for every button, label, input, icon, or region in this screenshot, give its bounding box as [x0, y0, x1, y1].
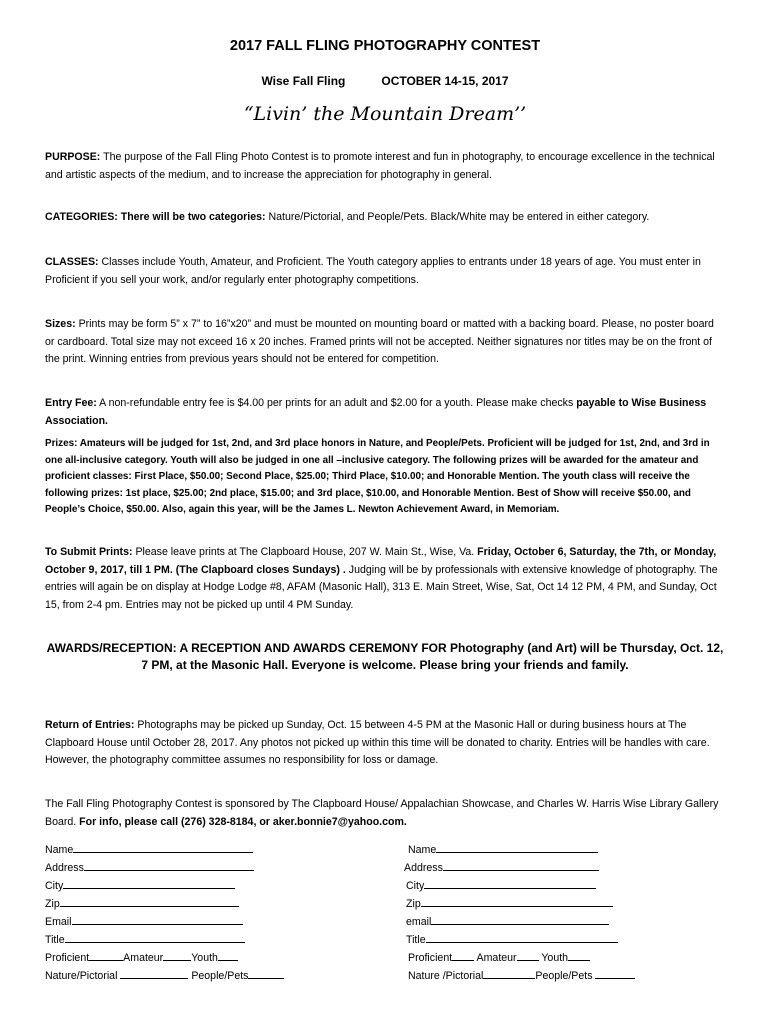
entry-fee-label: Entry Fee:	[45, 397, 97, 409]
email-field[interactable]	[72, 913, 243, 925]
categories-text: Nature/Pictorial, and People/Pets. Black/White may be entered in either category.	[265, 211, 650, 223]
sizes-label: Sizes:	[45, 318, 76, 330]
people-label: People/Pets	[535, 970, 593, 982]
proficient-label: Proficient	[45, 952, 90, 964]
name-label: Name	[45, 844, 74, 856]
submit-text-2: Judging will be by professionals with extensive knowledge of photography. The entries will again be on display at Hodge Lodge #8, AFAM (Masonic Hall), 313 E. Main Street, Wise, Sat, Oct 14 12 PM, 4 PM, and Sunday, Oct 15, from 2-4 pm. Entries may not be picked up until 4 PM Sunday.	[45, 563, 718, 611]
form-row-category	[404, 967, 704, 985]
address-label: Address	[45, 862, 84, 874]
people-field[interactable]	[248, 967, 284, 979]
name-field[interactable]	[73, 841, 253, 853]
title-field[interactable]	[65, 931, 245, 943]
nature-field[interactable]	[483, 967, 535, 979]
classes-text: Classes include Youth, Amateur, and Proficient. The Youth category applies to entrants under 18 years of age. You must enter in Proficient if you sell your work, and/or regularly enter photography competitions.	[45, 256, 701, 286]
return-label: Return of Entries:	[45, 719, 135, 731]
prizes-paragraph: Prizes: Amateurs will be judged for 1st, 2nd, and 3rd place honors in Nature, and People/Pets. Proficient will be judged for 1st, 2nd, and 3rd in one all-inclusive category. Youth will also be judged in one all –inclusive category. The following prizes will be awarded for the amateur and proficient classes: First Place, $50.00; Second Place, $25.00; Third Place, $10.00; and Honorable Mention. The youth class will receive the following prizes: 1st place, $25.00; 2nd place, $15.00; and 3rd place, $10.00, and Honorable Mention. Best of Show will receive $50.00, and People’s Choice, $50.00. Also, again this year, will be the James L. Newton Achievement Award, in Memoriam.	[45, 438, 710, 515]
form-row-class	[404, 949, 704, 967]
entry-form-left	[45, 841, 345, 985]
contact-info: For info, please call (276) 328-8184, or aker.bonnie7@yahoo.com.	[79, 815, 407, 828]
form-row-address	[404, 859, 704, 877]
form-row-zip	[404, 895, 704, 913]
city-field[interactable]	[424, 877, 596, 889]
form-row-email	[404, 913, 704, 931]
name-label: Name	[408, 844, 437, 856]
title-field[interactable]	[426, 931, 618, 943]
form-row-name	[404, 841, 704, 859]
form-row-city	[404, 877, 704, 895]
city-field[interactable]	[63, 877, 235, 889]
submit-text-1: Please leave prints at The Clapboard House, 207 W. Main St., Wise, Va.	[132, 546, 478, 558]
amateur-field[interactable]	[163, 949, 191, 961]
city-label: City	[45, 880, 64, 892]
city-label: City	[406, 880, 425, 892]
proficient-label: Proficient	[408, 952, 453, 964]
nature-label: Nature /Pictorial	[408, 970, 484, 982]
email-label: Email	[45, 916, 72, 928]
address-field[interactable]	[84, 859, 254, 871]
title-label: Title	[406, 934, 426, 946]
address-label: Address	[404, 862, 443, 874]
youth-field[interactable]	[218, 949, 238, 961]
awards-reception-notice: AWARDS/RECEPTION: A RECEPTION AND AWARDS CEREMONY FOR Photography (and Art) will be Thursday, Oct. 12, 7 PM, at the Masonic Hall. Everyone is welcome. Please bring your friends and family.	[46, 641, 724, 672]
sizes-text: Prints may be form 5” x 7” to 16”x20” and must be mounted on mounting board or matted with a backing board. Please, no poster board or cardboard. Total size may not exceed 16 x 20 inches. Framed prints will not be accepted. Neither signatures nor titles may be on the front of the print. Winning entries from previous years should not be entered for competition.	[45, 318, 714, 365]
proficient-field[interactable]	[452, 949, 474, 961]
slogan: “Livin’ the Mountain Dream’’	[243, 103, 527, 125]
zip-label: Zip	[45, 898, 60, 910]
submit-label: To Submit Prints:	[45, 546, 133, 558]
nature-label: Nature/Pictorial	[45, 970, 118, 982]
youth-label: Youth	[541, 952, 569, 964]
purpose-label: PURPOSE:	[45, 151, 101, 163]
zip-field[interactable]	[421, 895, 613, 907]
document-title: 2017 FALL FLING PHOTOGRAPHY CONTEST	[229, 38, 541, 54]
form-row-title	[45, 931, 345, 949]
form-row-title	[404, 931, 704, 949]
name-field[interactable]	[436, 841, 598, 853]
amateur-label: Amateur	[476, 952, 517, 964]
people-label: People/Pets	[191, 970, 249, 982]
return-paragraph	[45, 717, 725, 770]
title-label: Title	[45, 934, 65, 946]
classes-paragraph	[45, 254, 725, 289]
entry-form-right	[404, 841, 704, 985]
sponsor-text: The Fall Fling Photography Contest is sponsored by The Clapboard House/ Appalachian Showcase, and Charles W. Harris Wise Library Gallery Board.	[45, 798, 719, 828]
proficient-field[interactable]	[89, 949, 123, 961]
youth-label: Youth	[191, 952, 218, 964]
form-row-category	[45, 967, 345, 985]
form-row-name	[45, 841, 345, 859]
event-name: Wise Fall Fling	[261, 74, 346, 88]
submit-paragraph	[45, 544, 725, 614]
amateur-label: Amateur	[123, 952, 164, 964]
entry-fee-paragraph	[45, 395, 725, 430]
email-field[interactable]	[431, 913, 609, 925]
email-label: email	[406, 916, 432, 928]
zip-field[interactable]	[60, 895, 239, 907]
form-row-address	[45, 859, 345, 877]
zip-label: Zip	[406, 898, 421, 910]
amateur-field[interactable]	[517, 949, 539, 961]
categories-label: CATEGORIES: There will be two categories:	[45, 211, 266, 223]
address-field[interactable]	[443, 859, 599, 871]
event-subtitle	[0, 74, 770, 88]
entry-fee-payable: payable to Wise Business Association.	[45, 397, 707, 427]
purpose-text: The purpose of the Fall Fling Photo Contest is to promote interest and fun in photography, to encourage excellence in the technical and artistic aspects of the medium, and to increase the appreciation for photography in general.	[45, 151, 715, 181]
sponsor-paragraph	[45, 796, 725, 831]
return-text: Photographs may be picked up Sunday, Oct. 15 between 4-5 PM at the Masonic Hall or during business hours at The Clapboard House until October 28, 2017. Any photos not picked up within this time will be donated to charity. Entries will be handles with care. However, the photography committee assumes no responsibility for loss or damage.	[45, 719, 710, 766]
classes-label: CLASSES:	[45, 256, 99, 268]
sizes-paragraph	[45, 316, 725, 369]
youth-field[interactable]	[568, 949, 590, 961]
entry-fee-text: A non-refundable entry fee is $4.00 per prints for an adult and $2.00 for a youth. Please make checks	[96, 397, 577, 409]
people-field[interactable]	[595, 967, 635, 979]
submit-dates: Friday, October 6, Saturday, the 7th, or Monday, October 9, 2017, till 1 PM. (The Clapboard closes Sundays) .	[45, 546, 717, 576]
form-row-city	[45, 877, 345, 895]
form-row-class	[45, 949, 345, 967]
categories-paragraph	[45, 209, 725, 227]
event-dates: OCTOBER 14-15, 2017	[381, 74, 509, 88]
nature-field[interactable]	[120, 967, 188, 979]
form-row-email	[45, 913, 345, 931]
form-row-zip	[45, 895, 345, 913]
purpose-paragraph	[45, 149, 725, 184]
